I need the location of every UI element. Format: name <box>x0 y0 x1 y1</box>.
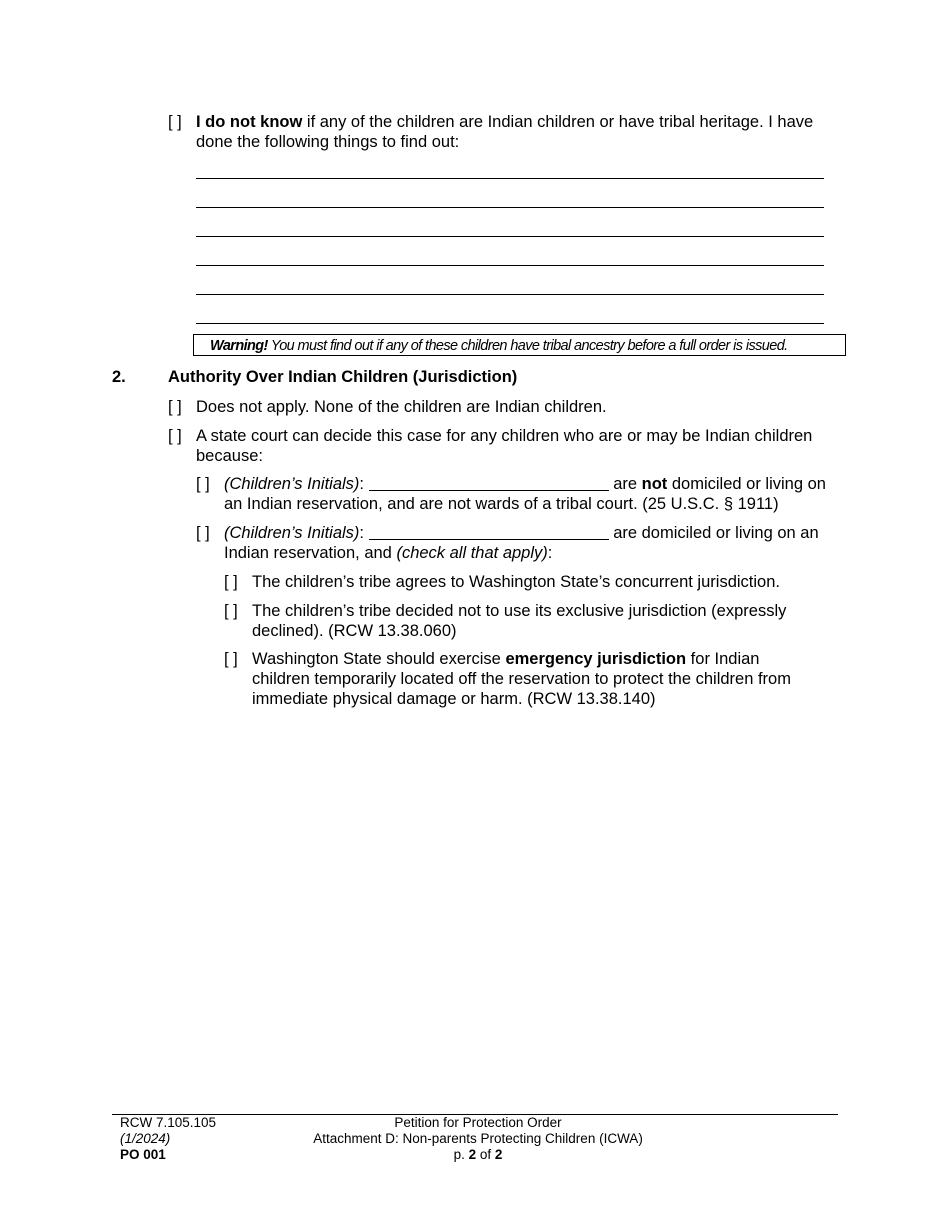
footer-subtitle: Attachment D: Non-parents Protecting Children (ICWA) <box>313 1131 643 1146</box>
emergency-pre: Washington State should exercise <box>252 650 506 668</box>
option-not-domiciled <box>196 474 832 514</box>
emergency-bold: emergency jurisdiction <box>505 650 687 668</box>
checkbox-not-apply[interactable]: [ ] <box>168 398 182 416</box>
emergency-post: for Indian children temporarily located off the reservation to protect the children from immediate physical damage or harm. (RCW 13.38.140) <box>252 650 791 708</box>
not-domiciled-text <box>224 474 832 514</box>
warning-label: Warning! <box>210 338 268 354</box>
checkbox-concurrent[interactable]: [ ] <box>224 573 238 591</box>
declined-text: The children’s tribe decided not to use its exclusive jurisdiction (expressly declined). (RCW 13.38.060) <box>252 602 787 640</box>
initials-label-b: (Children’s Initials) <box>224 524 360 542</box>
check-all-note: (check all that apply) <box>396 544 548 562</box>
footer-title: Petition for Protection Order <box>394 1115 562 1130</box>
footer-page <box>300 1147 656 1163</box>
option-emergency <box>224 649 814 709</box>
write-line-4[interactable] <box>196 265 824 266</box>
item-do-not-know <box>168 112 840 152</box>
option-not-apply <box>168 397 840 417</box>
domiciled-text <box>224 523 840 563</box>
checkbox-domiciled[interactable]: [ ] <box>196 524 210 542</box>
do-not-know-text <box>196 112 840 152</box>
section-number: 2. <box>112 368 126 386</box>
checkbox-do-not-know[interactable]: [ ] <box>168 113 182 131</box>
colon: : <box>359 475 365 493</box>
checkbox-not-domiciled[interactable]: [ ] <box>196 475 210 493</box>
checkbox-declined[interactable]: [ ] <box>224 602 238 620</box>
option-declined <box>224 601 814 641</box>
checkbox-state-court[interactable]: [ ] <box>168 427 182 445</box>
domiciled-end: : <box>547 544 553 562</box>
checkbox-emergency[interactable]: [ ] <box>224 650 238 668</box>
not-bold: not <box>641 475 668 493</box>
option-domiciled <box>196 523 840 563</box>
footer-form-number: PO 001 <box>120 1147 166 1162</box>
option-concurrent <box>224 572 834 592</box>
page-total: 2 <box>494 1147 503 1162</box>
initials-field-b[interactable] <box>369 523 609 540</box>
write-line-3[interactable] <box>196 236 824 237</box>
write-line-1[interactable] <box>196 178 824 179</box>
section-title: Authority Over Indian Children (Jurisdiction) <box>168 368 518 386</box>
write-line-2[interactable] <box>196 207 824 208</box>
page-prefix: p. <box>453 1147 469 1162</box>
not-domiciled-rest: domiciled or living on an Indian reservation, and are not wards of a tribal court. (25 U.S.C. § 1911) <box>224 475 826 513</box>
page-current: 2 <box>468 1147 477 1162</box>
colon: : <box>359 524 365 542</box>
concurrent-text: The children’s tribe agrees to Washington State’s concurrent jurisdiction. <box>252 573 780 591</box>
do-not-know-lead: I do not know <box>196 113 303 131</box>
state-court-text: A state court can decide this case for any children who are or may be Indian children because: <box>196 427 813 465</box>
page-of: of <box>476 1147 495 1162</box>
write-line-6[interactable] <box>196 323 824 324</box>
option-state-court <box>168 426 840 466</box>
not-apply-text: Does not apply. None of the children are Indian children. <box>196 398 607 416</box>
write-line-5[interactable] <box>196 294 824 295</box>
warning-box <box>193 334 846 356</box>
not-domiciled-after: are <box>608 475 642 493</box>
do-not-know-body: if any of the children are Indian children or have tribal heritage. I have done the following things to find out: <box>196 113 814 151</box>
initials-field-a[interactable] <box>369 474 609 491</box>
emergency-text <box>252 649 814 709</box>
domiciled-after: are domiciled or living on an Indian reservation, and <box>224 524 819 562</box>
initials-label-a: (Children’s Initials) <box>224 475 360 493</box>
footer-statute: RCW 7.105.105 <box>120 1115 217 1130</box>
warning-text: You must find out if any of these children have tribal ancestry before a full order is issued. <box>267 338 788 354</box>
footer-date: (1/2024) <box>120 1131 171 1146</box>
